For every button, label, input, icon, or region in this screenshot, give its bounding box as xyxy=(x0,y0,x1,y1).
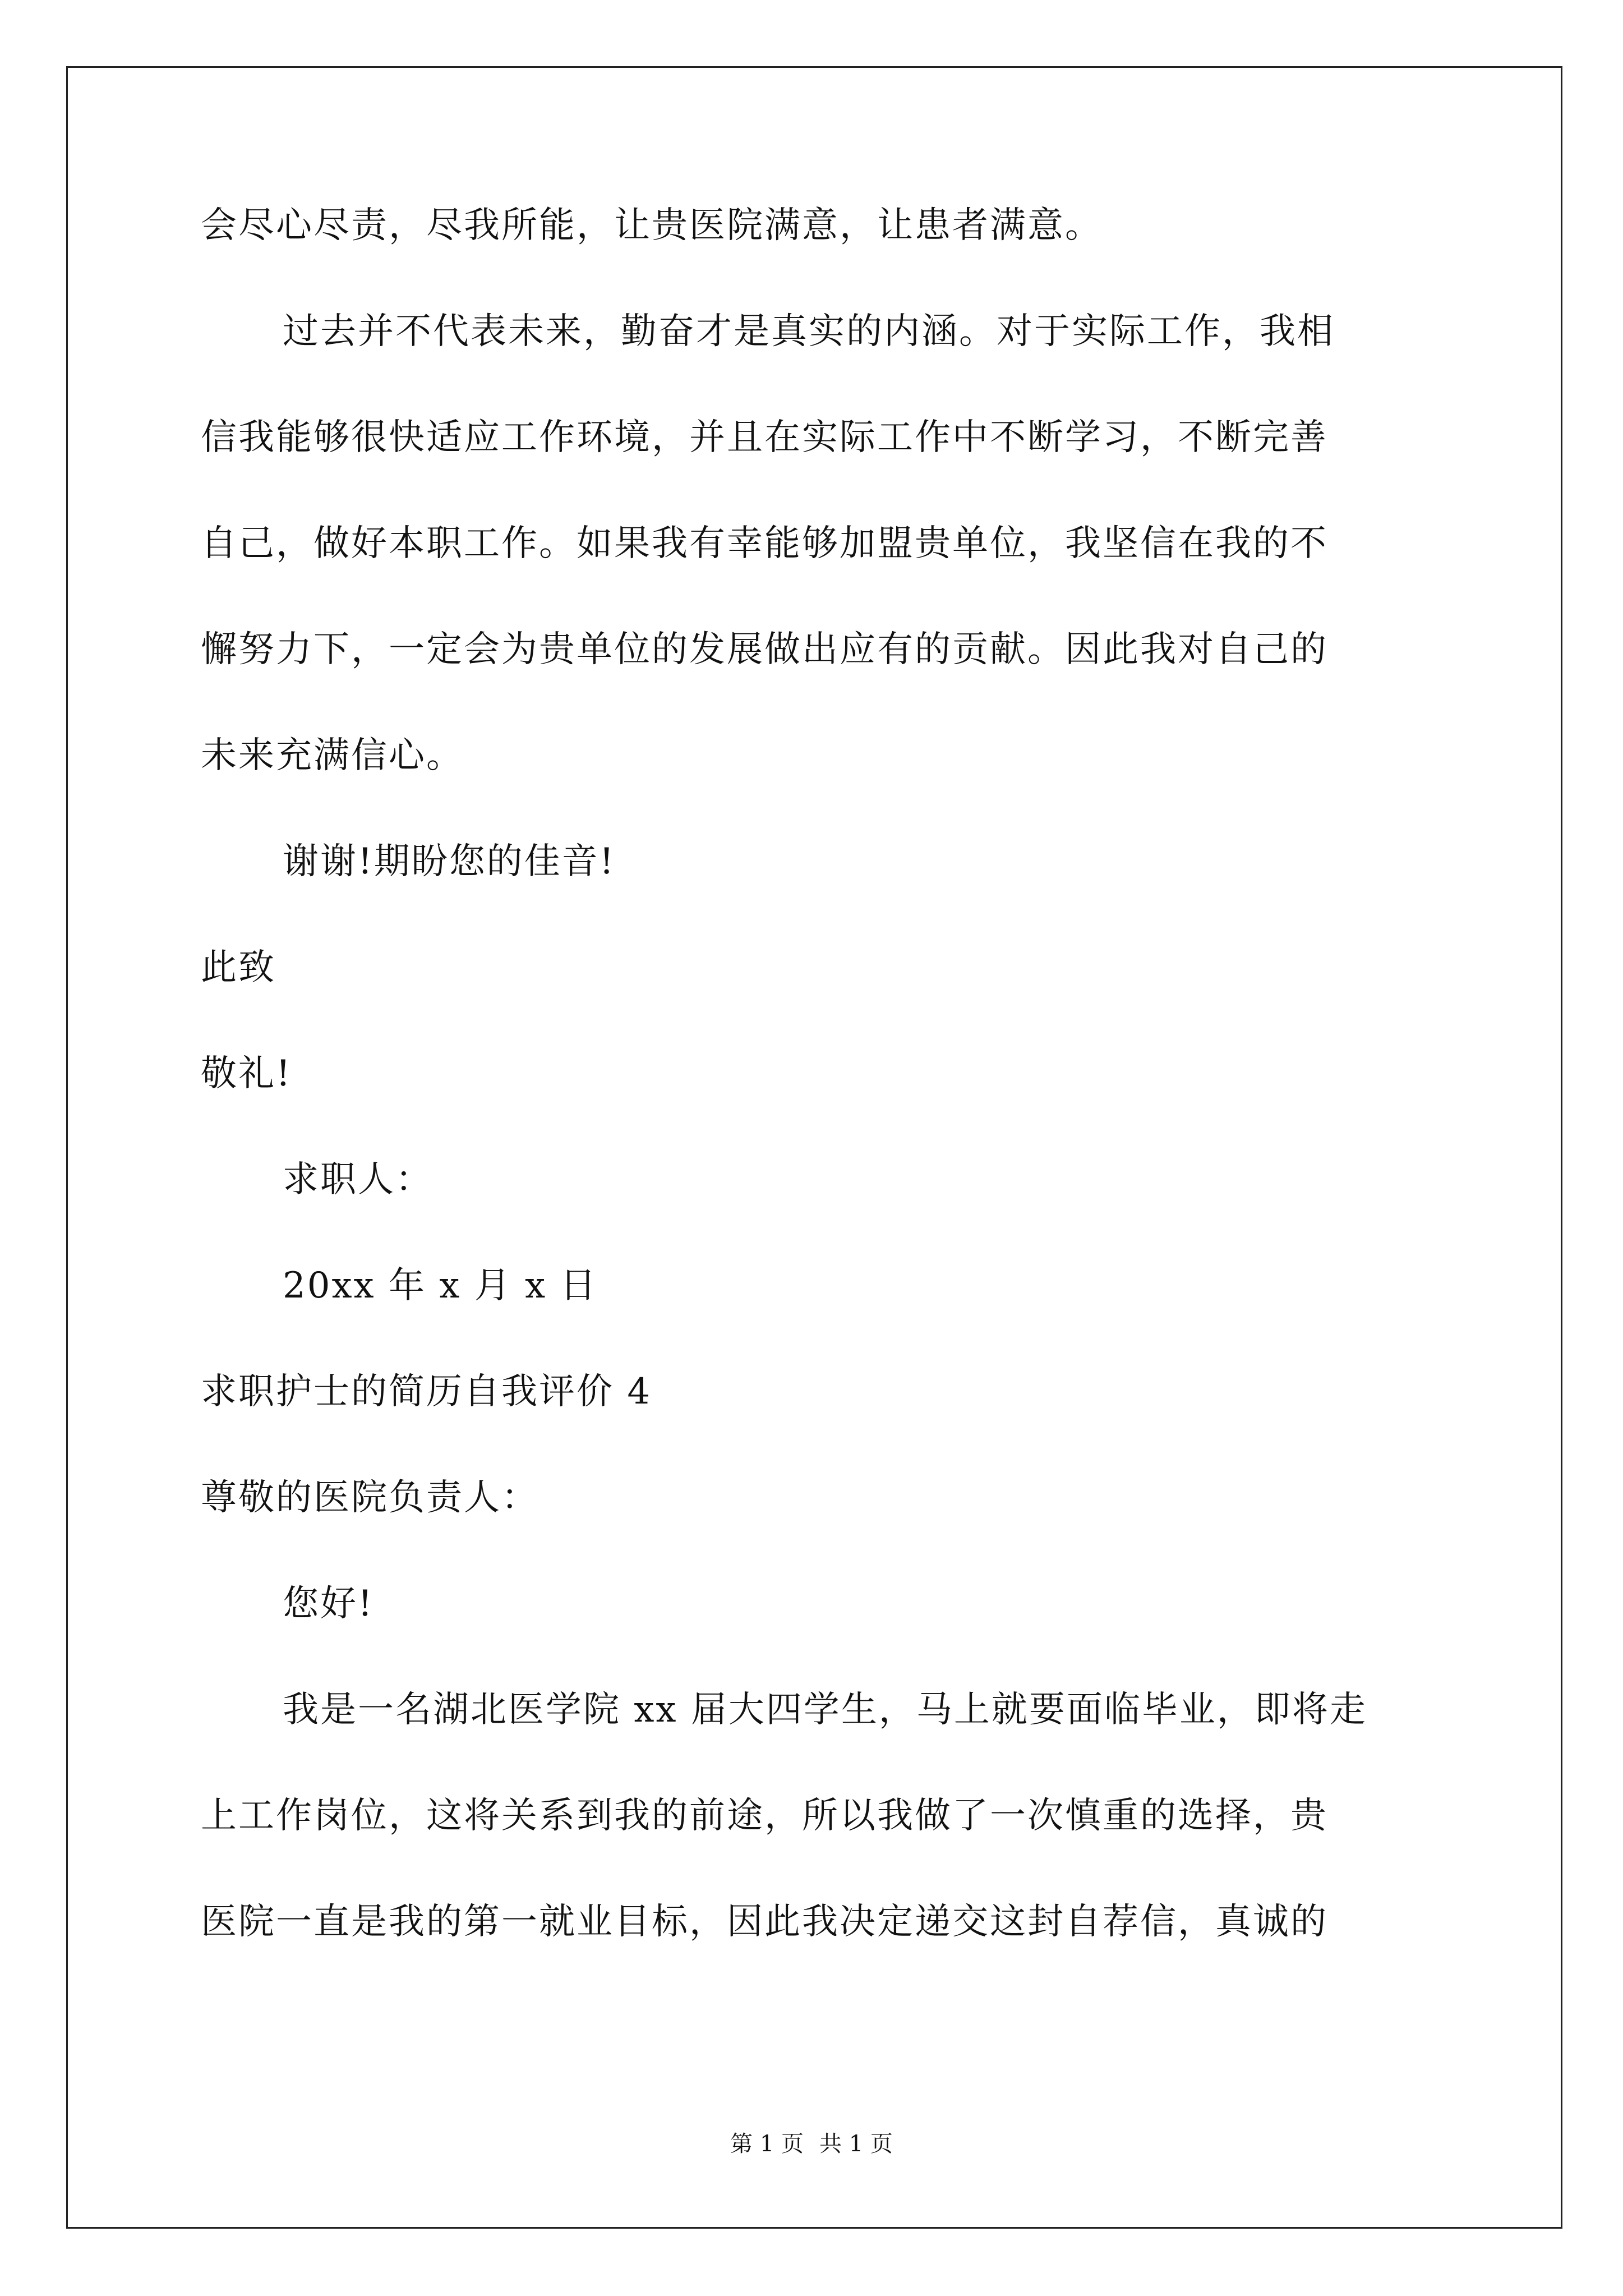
text-line: 懈努力下，一定会为贵单位的发展做出应有的贡献。因此我对自己的 xyxy=(201,629,1328,670)
closing-line: 此致 xyxy=(201,947,276,988)
page-total: 共 1 页 xyxy=(819,2131,893,2157)
thanks-line: 谢谢!期盼您的佳音! xyxy=(283,841,616,882)
text-line: 上工作岗位，这将关系到我的前途，所以我做了一次慎重的选择，贵 xyxy=(201,1795,1328,1837)
paragraph-first-line: 我是一名湖北医学院 xx 届大四学生，马上就要面临毕业，即将走 xyxy=(283,1689,1367,1731)
page-footer xyxy=(0,2133,1623,2155)
greeting-line: 您好! xyxy=(283,1583,374,1625)
text-line: 自己，做好本职工作。如果我有幸能够加盟贵单位，我坚信在我的不 xyxy=(201,523,1328,564)
paragraph-first-line: 过去并不代表未来，勤奋才是真实的内涵。对于实际工作，我相 xyxy=(283,311,1335,352)
text-line: 信我能够很快适应工作环境，并且在实际工作中不断学习，不断完善 xyxy=(201,417,1328,458)
date-line: 20xx 年 x 月 x 日 xyxy=(283,1265,598,1306)
document-body xyxy=(201,205,1429,2010)
text-line: 会尽心尽责，尽我所能，让贵医院满意，让患者满意。 xyxy=(201,205,1103,246)
salutation-line: 敬礼! xyxy=(201,1053,292,1094)
section-heading: 求职护士的简历自我评价 4 xyxy=(201,1371,652,1412)
page-number: 第 1 页 xyxy=(730,2131,804,2157)
greeting-addressee: 尊敬的医院负责人： xyxy=(201,1477,539,1519)
applicant-line: 求职人： xyxy=(283,1159,433,1200)
text-line: 医院一直是我的第一就业目标，因此我决定递交这封自荐信，真诚的 xyxy=(201,1901,1328,1943)
text-line: 未来充满信心。 xyxy=(201,735,464,776)
